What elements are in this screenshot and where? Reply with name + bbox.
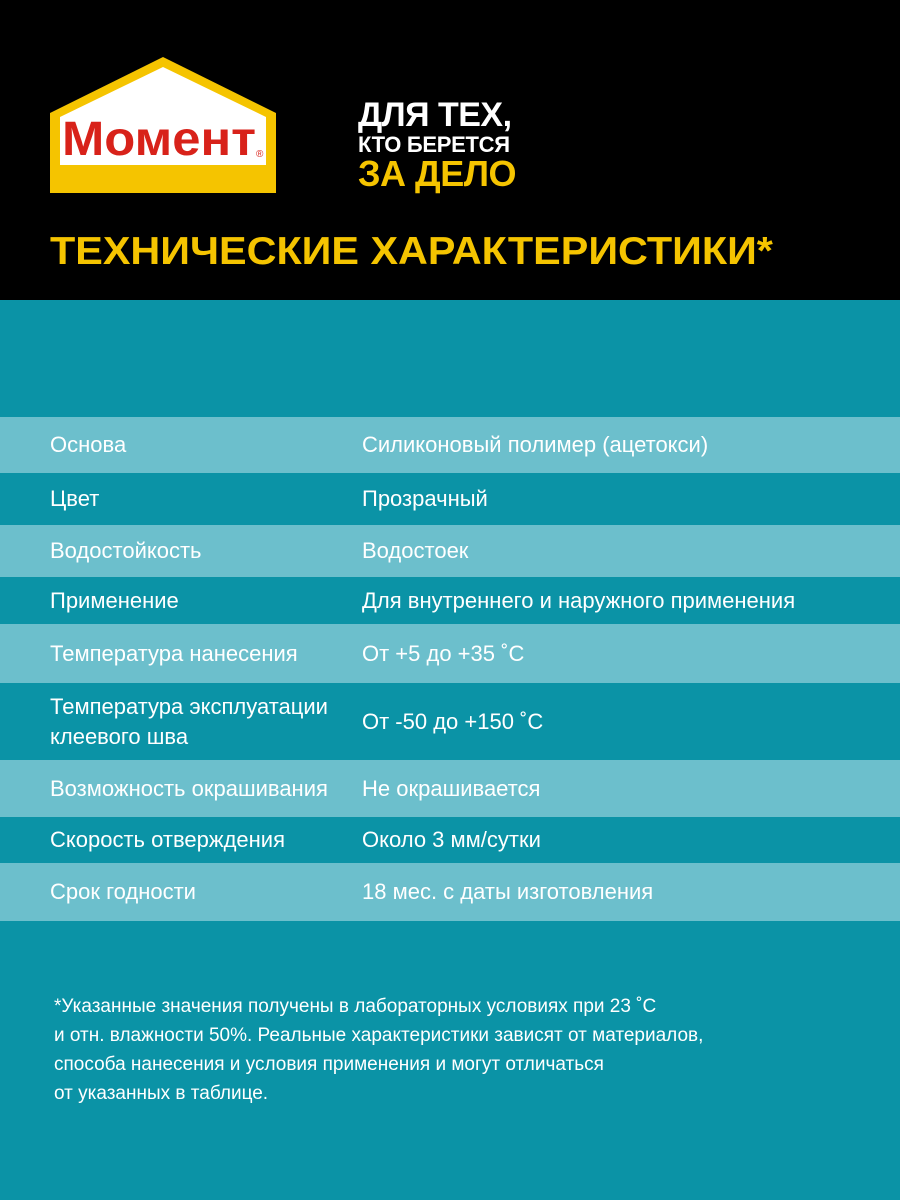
footnote [54,992,854,1108]
slogan-line-3: ЗА ДЕЛО [358,153,516,194]
moment-logo [50,55,276,193]
spec-value: От -50 до +150 ˚С [362,708,544,734]
spec-label: Скорость отверждения [50,827,285,852]
spec-label: Срок годности [50,879,196,904]
slogan-line-2: КТО БЕРЕТСЯ [358,132,510,157]
spec-value: Водостоек [362,538,469,563]
spec-value: Прозрачный [362,486,488,511]
footnote-line: способа нанесения и условия применения и могут отличаться [54,1054,604,1075]
footnote-line: и отн. влажности 50%. Реальные характеристики зависят от материалов, [54,1025,704,1046]
spec-value: 18 мес. с даты изготовления [362,879,654,904]
spec-label: Возможность окрашивания [50,775,328,801]
page-title: ТЕХНИЧЕСКИЕ ХАРАКТЕРИСТИКИ* [50,230,773,273]
table-row [0,473,900,525]
spec-value: Около 3 мм/сутки [362,827,541,852]
spec-label: Водостойкость [50,538,202,563]
spec-label: Температура эксплуатации клеевого шва [50,693,328,749]
spec-value: От +5 до +35 ˚С [362,640,525,666]
table-row [0,683,900,760]
table-row [0,417,900,473]
slogan [358,98,558,192]
spec-value: Для внутреннего и наружного применения [362,587,796,613]
table-row [0,760,900,817]
footnote-line: *Указанные значения получены в лабораторных условиях при 23 ˚С [54,996,657,1017]
spec-label: Цвет [50,486,100,511]
footnote-line: от указанных в таблице. [54,1083,269,1104]
slogan-line-1: ДЛЯ ТЕХ, [358,96,512,134]
header [0,0,900,300]
table-row [0,525,900,577]
spec-label: Температура нанесения [50,640,298,666]
registered-mark: ® [256,149,264,160]
specs-table [0,417,900,921]
spec-label: Основа [50,432,127,457]
logo-wordmark: Момент [62,113,256,166]
table-row [0,577,900,624]
spec-label: Применение [50,587,179,613]
spec-value: Силиконовый полимер (ацетокси) [362,432,709,457]
spec-value: Не окрашивается [362,775,541,801]
table-row [0,624,900,683]
table-row [0,817,900,863]
table-row [0,863,900,921]
